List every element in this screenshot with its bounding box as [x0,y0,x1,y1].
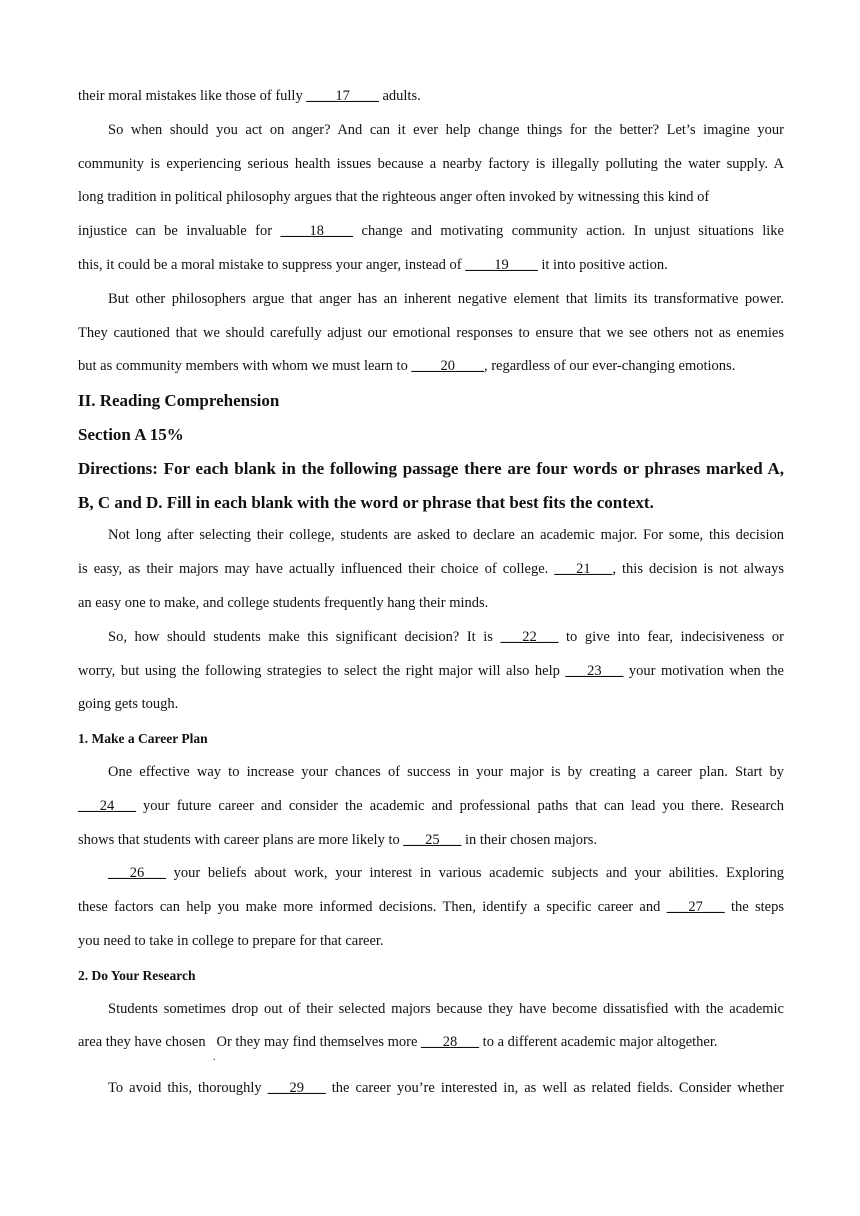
blank-21[interactable]: ___21___ [554,561,613,578]
blank-20[interactable]: ____20____ [411,358,484,375]
text-line: but as community members with whom we must learn to ____20____, regardless of our ever-changing emotions. [78,358,736,375]
blank-23[interactable]: ___23___ [565,662,624,679]
blank-27[interactable]: ___27___ [666,899,725,916]
section-a-title: Section A 15% [78,424,184,444]
text-line: is easy, as their majors may have actually influenced their choice of college. ___21___, this decision is not always [78,561,784,578]
text-line: ___24___ your future career and consider the academic and professional paths that can lead you there. Research [78,797,784,814]
text-line: To avoid this, thoroughly ___29___ the career you’re interested in, as well as related fields. Consider whether [108,1080,784,1097]
heading-do-research: 2. Do Your Research [78,967,196,983]
text-line: Students sometimes drop out of their selected majors because they have become dissatisfied with the academic [108,1000,784,1017]
text-line: this, it could be a moral mistake to suppress your anger, instead of ____19____ it into positive action. [78,256,668,273]
text-line: One effective way to increase your chances of success in your major is by creating a career plan. Start by [108,763,784,780]
blank-28[interactable]: ___28___ [421,1034,480,1051]
text-line: going gets tough. [78,696,179,713]
text-line: you need to take in college to prepare for that career. [78,932,384,949]
text-line: shows that students with career plans are more likely to ___25___ in their chosen majors. [78,831,598,848]
text-line: long tradition in political philosophy argues that the righteous anger often invoked by witnessing this kind of [78,189,710,206]
text-line: an easy one to make, and college students frequently hang their minds. [78,594,489,611]
section-title: II. Reading Comprehension [78,391,280,411]
text-line: area they have chosen Or they may find themselves more ___28___ to a different academic major altogether. [78,1034,718,1051]
directions-line-1: Directions: For each blank in the following passage there are four words or phrases marked A, [78,458,784,478]
text-line: ___26___ your beliefs about work, your interest in various academic subjects and your abilities. Exploring [108,865,784,882]
blank-29[interactable]: ___29___ [267,1080,326,1097]
blank-26[interactable]: ___26___ [108,865,166,882]
text-line: They cautioned that we should carefully adjust our emotional responses to ensure that we see others not as enemies [78,324,784,341]
text-line: But other philosophers argue that anger has an inherent negative element that limits its transformative power. [108,290,784,307]
text-line: their moral mistakes like those of fully ____17____ adults. [78,88,421,104]
heading-career-plan: 1. Make a Career Plan [78,731,208,747]
text-line: So, how should students make this significant decision? It is ___22___ to give into fear, indecisiveness or [108,628,784,645]
text-line: So when should you act on anger? And can it ever help change things for the better? Let’s imagine your [108,121,784,138]
blank-24[interactable]: ___24___ [78,797,136,814]
text-line: Not long after selecting their college, students are asked to declare an academic major. For some, this decision [108,527,784,544]
blank-17[interactable]: ____17____ [306,88,379,104]
document-page [78,80,784,1106]
text-line: these factors can help you make more informed decisions. Then, identify a specific career and ___27___ the steps [78,899,784,916]
stray-mark: . [213,1052,216,1063]
blank-22[interactable]: ___22___ [500,628,559,645]
blank-25[interactable]: ___25___ [403,831,462,848]
text-line: community is experiencing serious health issues because a nearby factory is illegally polluting the water supply. A [78,155,784,172]
blank-19[interactable]: ____19____ [465,256,538,273]
blank-18[interactable]: ____18____ [280,223,354,240]
text-line: injustice can be invaluable for ____18____ change and motivating community action. In unjust situations like [78,223,784,240]
spacer [78,1060,784,1072]
text-line: worry, but using the following strategies to select the right major will also help ___23___ your motivation when the [78,662,784,679]
directions-line-2: B, C and D. Fill in each blank with the word or phrase that best fits the context. [78,492,654,512]
